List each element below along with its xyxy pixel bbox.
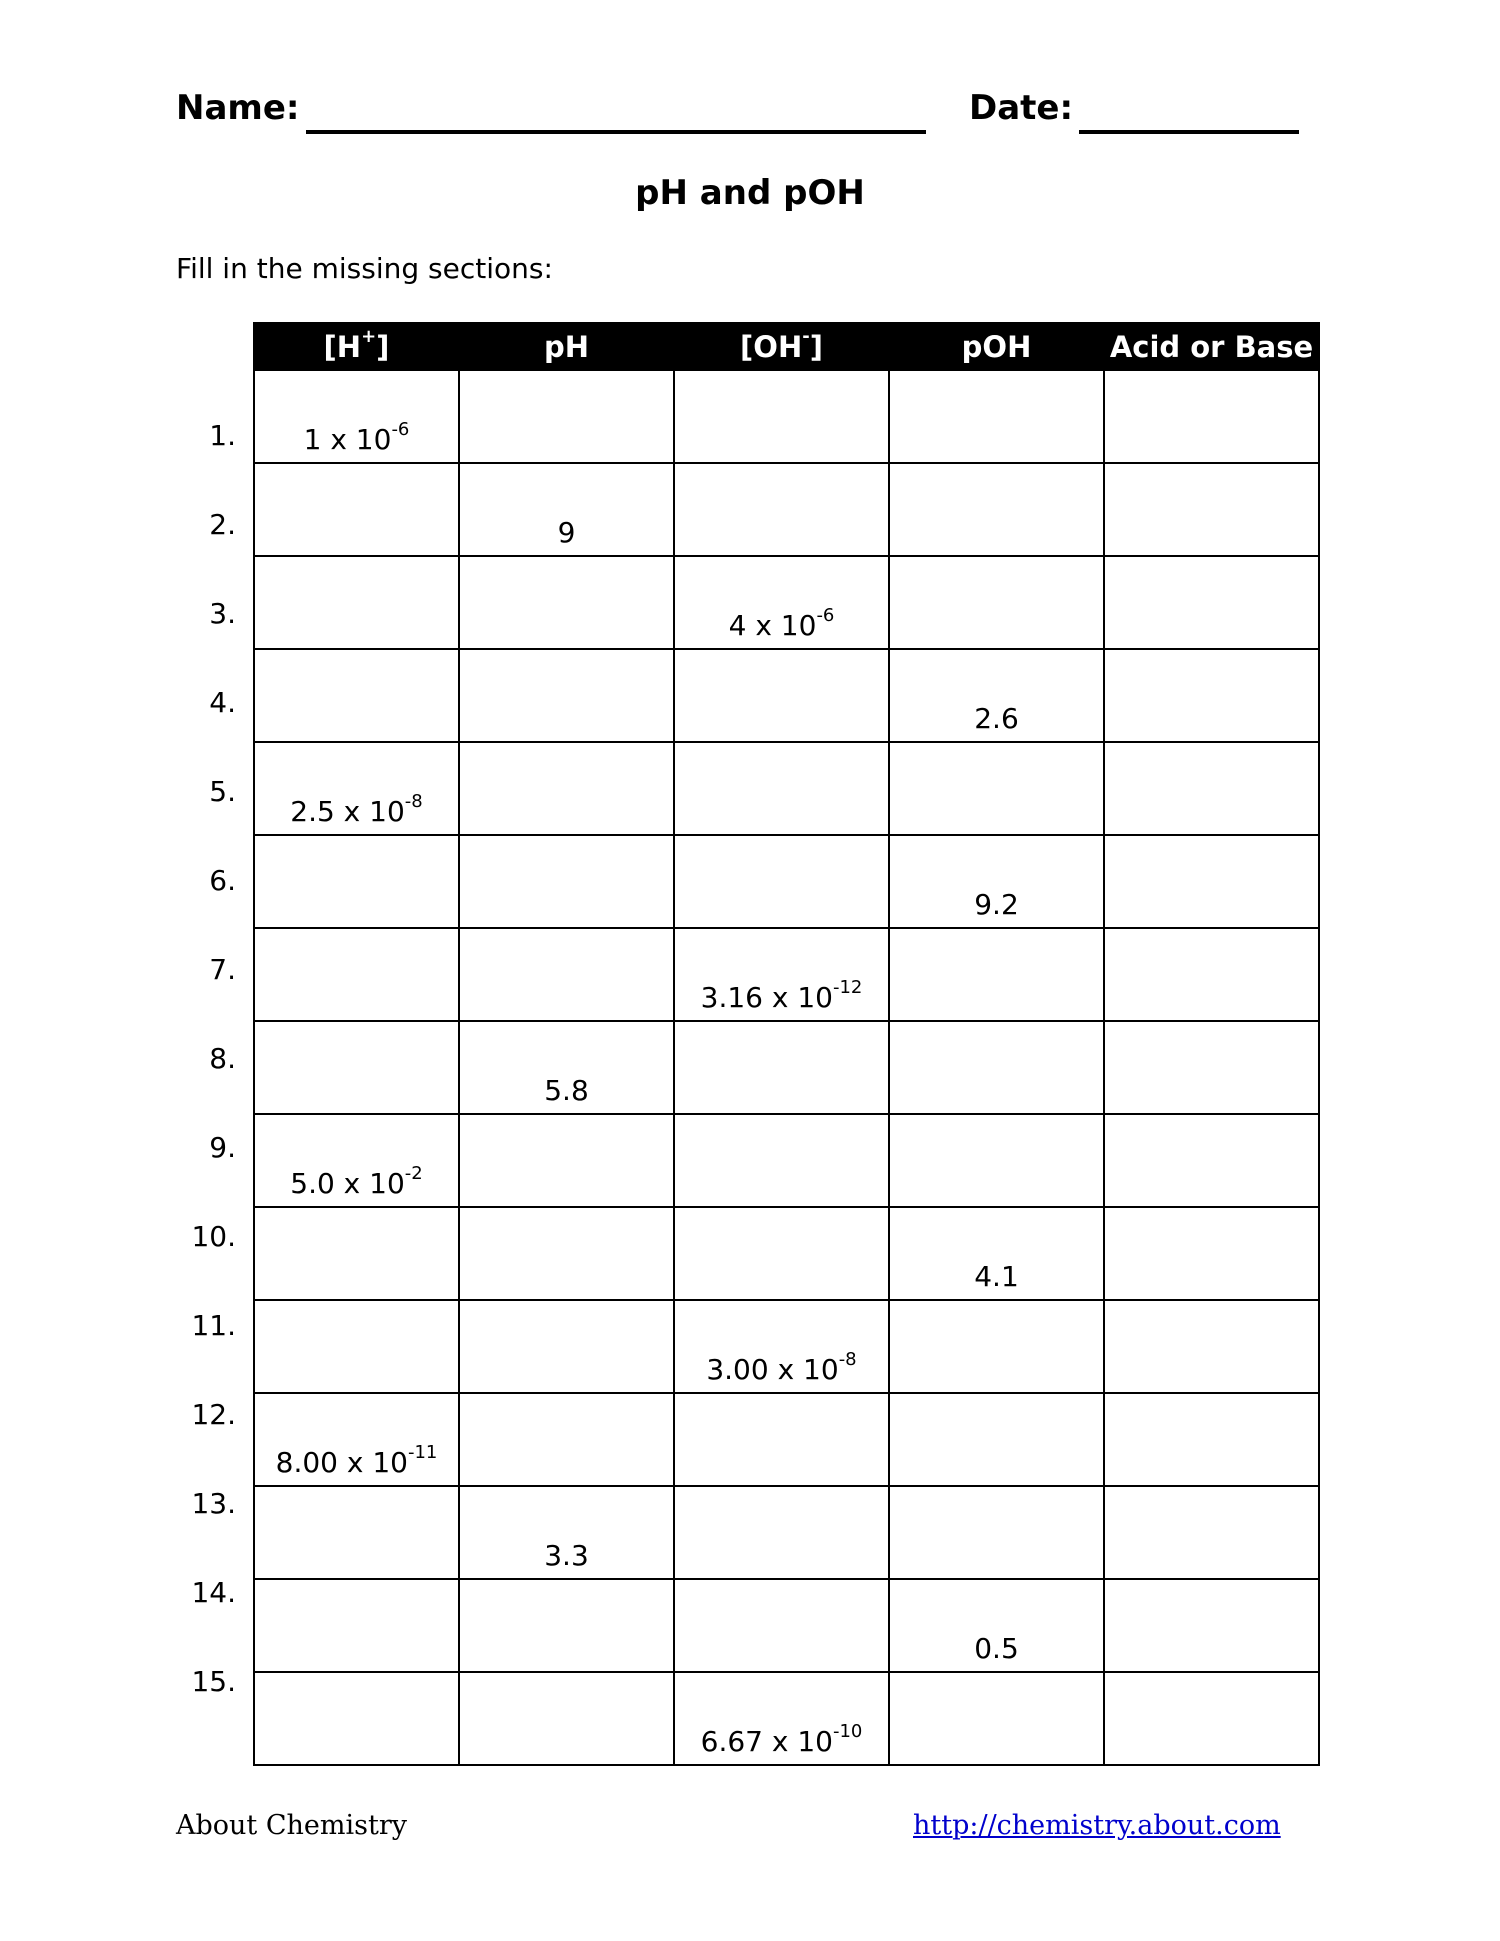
answer-blank-cell[interactable] [1104,1579,1319,1672]
date-blank-line [1079,130,1299,134]
answer-blank-cell[interactable] [674,649,889,742]
answer-blank-cell[interactable] [459,1672,674,1765]
table-row [254,1579,1319,1672]
cell-exponent: -2 [404,1162,423,1184]
cell-exponent: -8 [838,1348,857,1370]
answer-blank-cell[interactable] [889,370,1104,463]
answer-blank-cell[interactable] [1104,649,1319,742]
answer-blank-cell[interactable] [889,928,1104,1021]
answer-blank-cell[interactable] [889,1486,1104,1579]
cell-value: 1 x 10 [303,423,392,456]
row-number-label: 8. [209,1042,236,1075]
answer-blank-cell[interactable] [459,1114,674,1207]
table-row [254,649,1319,742]
answer-blank-cell[interactable] [889,1300,1104,1393]
row-number-label: 9. [209,1131,236,1164]
cell-exponent: -6 [816,604,835,626]
answer-blank-cell[interactable] [1104,1207,1319,1300]
answer-blank-cell[interactable] [254,556,459,649]
answer-blank-cell[interactable] [889,1672,1104,1765]
row-number-label: 12. [191,1398,236,1431]
row-number [176,1437,236,1526]
name-label: Name: [176,88,300,128]
table-row [254,370,1319,463]
cell-value: 3.3 [544,1539,589,1572]
answer-blank-cell[interactable] [254,1300,459,1393]
answer-blank-cell[interactable] [1104,835,1319,928]
given-value-cell [674,1300,889,1393]
cell-value: 2.6 [974,702,1019,735]
cell-value: 3.16 x 10 [700,981,833,1014]
answer-blank-cell[interactable] [674,835,889,928]
date-label: Date: [969,88,1074,128]
answer-blank-cell[interactable] [459,556,674,649]
given-value-cell [889,835,1104,928]
answer-blank-cell[interactable] [1104,370,1319,463]
given-value-cell [889,1579,1104,1672]
cell-value: 0.5 [974,1632,1019,1665]
answer-blank-cell[interactable] [674,463,889,556]
row-number [176,814,236,903]
answer-blank-cell[interactable] [254,928,459,1021]
cell-value: 4 x 10 [728,609,817,642]
answer-blank-cell[interactable] [459,742,674,835]
row-number [176,458,236,547]
answer-blank-cell[interactable] [674,1207,889,1300]
row-number-label: 11. [191,1309,236,1342]
row-number [176,1170,236,1259]
answer-blank-cell[interactable] [889,556,1104,649]
cell-value: 8.00 x 10 [275,1446,408,1479]
table-row [254,556,1319,649]
given-value-cell [459,1486,674,1579]
table-row [254,1300,1319,1393]
row-number [176,1526,236,1615]
table-row [254,742,1319,835]
row-number [176,1259,236,1348]
answer-blank-cell[interactable] [459,835,674,928]
answer-blank-cell[interactable] [674,1114,889,1207]
answer-blank-cell[interactable] [1104,1114,1319,1207]
table-header-row [254,323,1319,370]
row-number [176,1615,236,1704]
row-number [176,725,236,814]
cell-value: 4.1 [974,1260,1019,1293]
cell-value: 6.67 x 10 [700,1725,833,1758]
row-number [176,1081,236,1170]
table-body [254,370,1319,1765]
cell-exponent: -11 [407,1441,438,1463]
answer-blank-cell[interactable] [889,1021,1104,1114]
column-header-text: [H [323,329,362,364]
cell-value: 5.8 [544,1074,589,1107]
given-value-cell [889,1207,1104,1300]
row-number [176,636,236,725]
cell-value: 2.5 x 10 [290,795,405,828]
answer-blank-cell[interactable] [459,1300,674,1393]
given-value-cell [254,742,459,835]
table-row [254,928,1319,1021]
answer-blank-cell[interactable] [1104,1486,1319,1579]
given-value-cell [674,1672,889,1765]
row-number [176,1348,236,1437]
row-number [176,903,236,992]
column-header-text: [OH [740,329,803,364]
answer-blank-cell[interactable] [674,1579,889,1672]
answer-blank-cell[interactable] [254,1579,459,1672]
answer-blank-cell[interactable] [254,1021,459,1114]
row-number [176,369,236,458]
column-header-bracket: ] [376,329,390,364]
answer-blank-cell[interactable] [889,463,1104,556]
answer-blank-cell[interactable] [1104,1300,1319,1393]
answer-blank-cell[interactable] [1104,556,1319,649]
answer-blank-cell[interactable] [674,370,889,463]
given-value-cell [254,1393,459,1486]
answer-blank-cell[interactable] [254,463,459,556]
cell-value: 9 [557,516,576,549]
answer-blank-cell[interactable] [674,742,889,835]
answer-blank-cell[interactable] [1104,1021,1319,1114]
row-number [176,992,236,1081]
given-value-cell [254,1114,459,1207]
table-row [254,1393,1319,1486]
column-header-text: Acid or Base [1109,329,1314,364]
answer-blank-cell[interactable] [674,1393,889,1486]
answer-blank-cell[interactable] [889,1393,1104,1486]
footer-left-text: About Chemistry [176,1810,407,1841]
answer-blank-cell[interactable] [674,1486,889,1579]
column-header [1104,323,1319,370]
given-value-cell [889,649,1104,742]
answer-blank-cell[interactable] [459,1207,674,1300]
cell-exponent: -6 [391,418,410,440]
cell-exponent: -12 [832,976,863,998]
given-value-cell [674,928,889,1021]
row-number-label: 15. [191,1665,236,1698]
table-row [254,1021,1319,1114]
answer-blank-cell[interactable] [459,370,674,463]
answer-blank-cell[interactable] [254,835,459,928]
row-numbers [176,369,236,1704]
page-title: pH and pOH [635,173,865,213]
answer-blank-cell[interactable] [254,1672,459,1765]
given-value-cell [674,556,889,649]
table-row [254,463,1319,556]
row-number-label: 6. [209,864,236,897]
row-number-label: 5. [209,775,236,808]
cell-value: 5.0 x 10 [290,1167,405,1200]
column-header-superscript: - [802,325,810,347]
answer-blank-cell[interactable] [889,742,1104,835]
column-header-text: pH [543,329,590,364]
answer-blank-cell[interactable] [459,1393,674,1486]
given-value-cell [459,1021,674,1114]
answer-blank-cell[interactable] [1104,742,1319,835]
table-row [254,1486,1319,1579]
cell-value: 9.2 [974,888,1019,921]
given-value-cell [254,370,459,463]
given-value-cell [459,463,674,556]
answer-blank-cell[interactable] [1104,1672,1319,1765]
ph-poh-table [253,322,1320,1766]
answer-blank-cell[interactable] [1104,1393,1319,1486]
row-number-label: 7. [209,953,236,986]
table-row [254,1114,1319,1207]
row-number-label: 3. [209,597,236,630]
table-row [254,1207,1319,1300]
answer-blank-cell[interactable] [674,1021,889,1114]
row-number-label: 4. [209,686,236,719]
row-number [176,547,236,636]
answer-blank-cell[interactable] [1104,463,1319,556]
instructions-text: Fill in the missing sections: [176,252,553,285]
name-blank-line [306,130,926,134]
row-number-label: 2. [209,508,236,541]
footer-link[interactable]: http://chemistry.about.com [913,1810,1281,1841]
answer-blank-cell[interactable] [254,649,459,742]
answer-blank-cell[interactable] [459,1579,674,1672]
column-header-superscript: + [361,325,377,347]
header-row [176,88,1296,138]
answer-blank-cell[interactable] [1104,928,1319,1021]
column-header [459,323,674,370]
table-row [254,835,1319,928]
column-header [889,323,1104,370]
answer-blank-cell[interactable] [459,928,674,1021]
cell-value: 3.00 x 10 [706,1353,839,1386]
row-number-label: 10. [191,1220,236,1253]
column-header [254,323,459,370]
cell-exponent: -10 [832,1720,863,1742]
column-header [674,323,889,370]
answer-blank-cell[interactable] [889,1114,1104,1207]
row-number-label: 13. [191,1487,236,1520]
column-header-bracket: ] [809,329,823,364]
row-number-label: 14. [191,1576,236,1609]
answer-blank-cell[interactable] [254,1486,459,1579]
cell-exponent: -8 [404,790,423,812]
table-row [254,1672,1319,1765]
row-number-label: 1. [209,419,236,452]
answer-blank-cell[interactable] [254,1207,459,1300]
answer-blank-cell[interactable] [459,649,674,742]
column-header-text: pOH [961,329,1032,364]
